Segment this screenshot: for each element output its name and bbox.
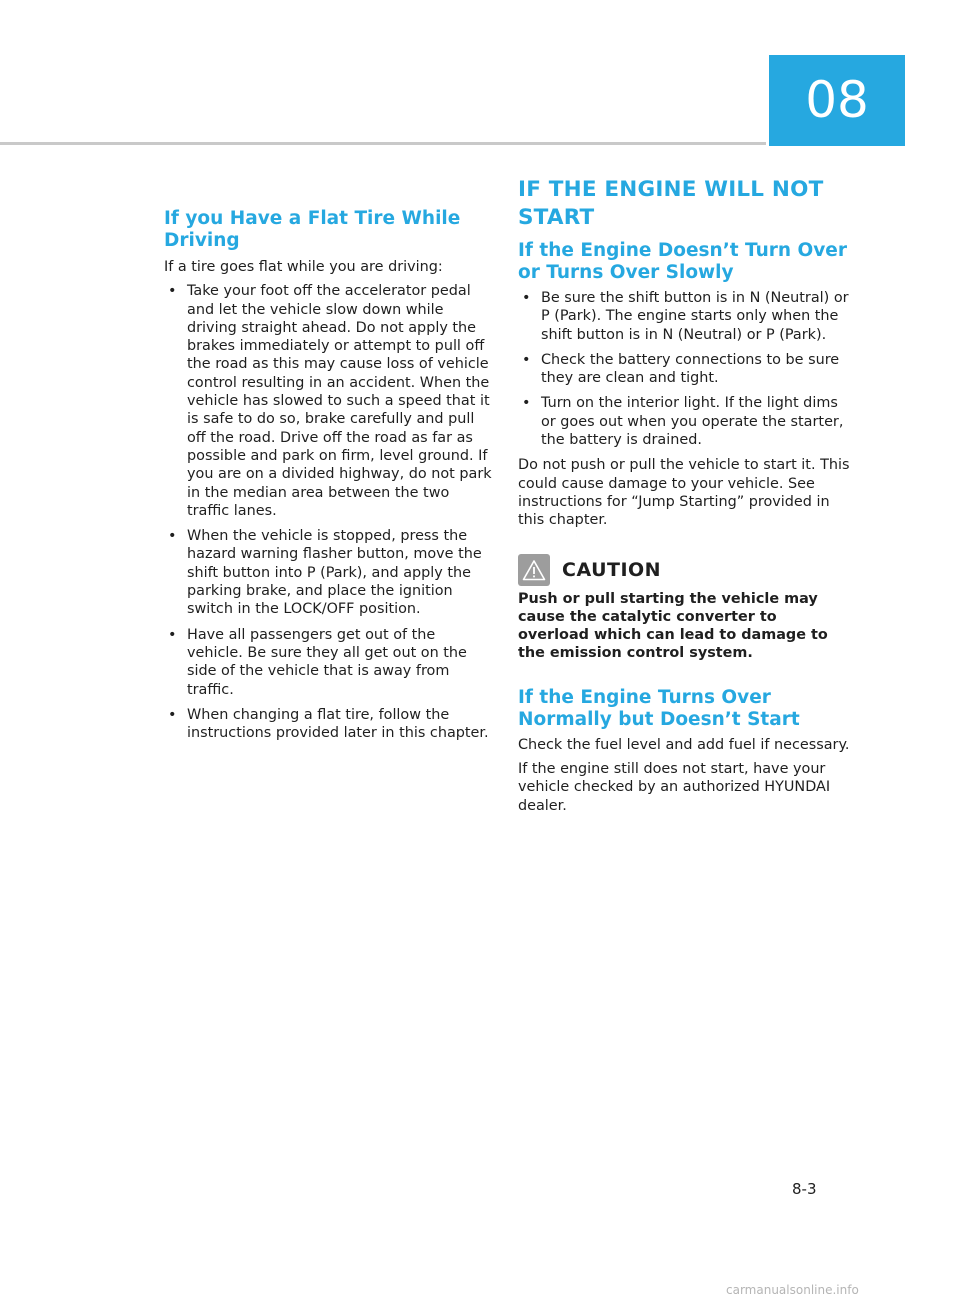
flat-tire-intro: If a tire goes flat while you are driving: [164, 259, 443, 275]
list-item: • Be sure the shift button is in N (Neutral) or P (Park). The engine starts only when the shift button is in N (Neutral) or P (Park). [522, 290, 849, 343]
left-column [164, 208, 494, 749]
watermark: carmanualsonline.info [726, 1283, 859, 1297]
bullet-icon: • [168, 283, 177, 300]
flat-tire-heading: If you Have a Flat Tire While Driving [164, 208, 461, 251]
list-item: • When changing a flat tire, follow the instructions provided later in this chapter. [168, 706, 489, 742]
caution-header [518, 554, 850, 586]
header-rule [0, 142, 766, 145]
push-pull-note: Do not push or pull the vehicle to start it. This could cause damage to your vehicle. See instructions for “Jump Starting” provided in this chapter. [518, 457, 850, 529]
list-item: • Turn on the interior light. If the light dims or goes out when you operate the starter, the battery is drained. [522, 395, 844, 449]
chapter-tab [769, 55, 905, 146]
list-item: • Have all passengers get out of the vehicle. Be sure they all get out on the side of the vehicle that is away from traffic. [168, 626, 467, 698]
chapter-number: 08 [805, 71, 869, 129]
turn-over-list [518, 289, 850, 449]
bullet-icon: • [168, 528, 177, 545]
bullet-icon: • [522, 351, 531, 368]
caution-box [518, 554, 850, 663]
bullet-icon: • [168, 706, 177, 723]
engine-start-section-title: IF THE ENGINE WILL NOT START [518, 177, 824, 230]
page-number: 8-3 [792, 1180, 817, 1198]
right-column [518, 176, 850, 821]
list-item: • When the vehicle is stopped, press the hazard warning flasher button, move the shift button into P (Park), and apply the parking brake, and place the ignition switch in the LOCK/OFF position. [168, 528, 482, 618]
warning-icon [518, 554, 550, 586]
caution-text: Push or pull starting the vehicle may cause the catalytic converter to overload which can lead to damage to the emission control system. [518, 590, 828, 662]
fuel-check-text: Check the fuel level and add fuel if necessary. [518, 736, 850, 753]
flat-tire-list [164, 282, 494, 742]
caution-label: CAUTION [562, 558, 662, 581]
turns-over-normally-heading: If the Engine Turns Over Normally but Doesn’t Start [518, 686, 800, 730]
list-item: • Take your foot off the accelerator pedal and let the vehicle slow down while driving straight ahead. Do not apply the brakes immediately or attempt to pull off the road as this may cause loss of vehicle control resulting in an accident. When the vehicle has slowed to such a speed that it is safe to do so, brake carefully and pull off the road. Drive off the road as far as possible and park on firm, level ground. If you are on a divided highway, do not park in the median area between the two traffic lanes. [168, 283, 492, 519]
list-item: • Check the battery connections to be sure they are clean and tight. [522, 351, 840, 387]
bullet-icon: • [168, 626, 177, 643]
bullet-icon: • [522, 395, 531, 412]
dealer-check-text: If the engine still does not start, have your vehicle checked by an authorized HYUNDAI dealer. [518, 761, 831, 814]
bullet-icon: • [522, 290, 531, 306]
turn-over-heading: If the Engine Doesn’t Turn Over or Turns Over Slowly [518, 240, 847, 283]
